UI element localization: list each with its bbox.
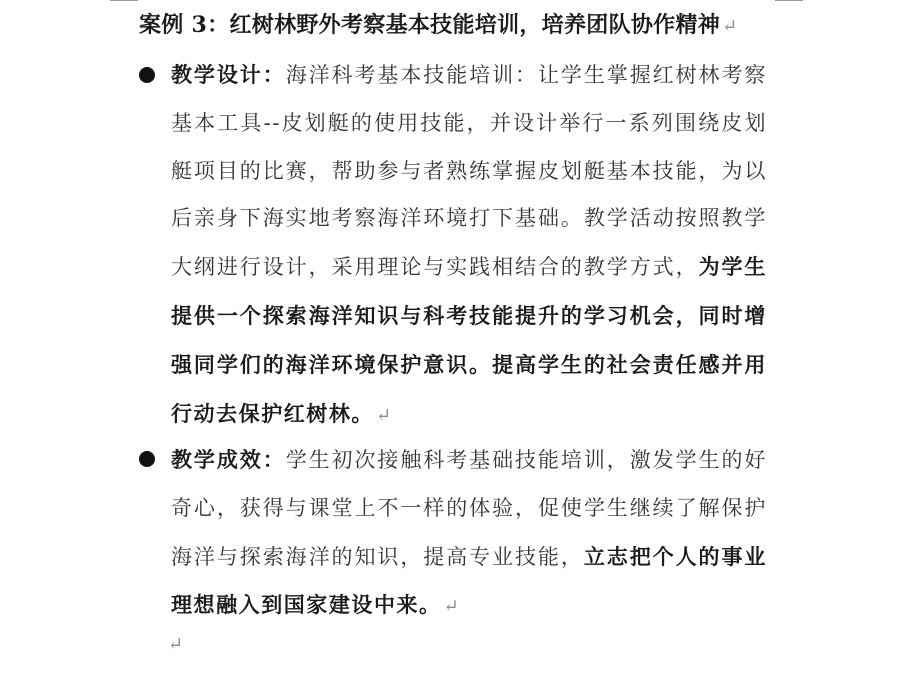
paragraph-mark-icon: ↵ [443,596,461,618]
paragraph-label: 教学成效： [171,447,286,472]
paragraph-label: 教学设计： [171,62,286,87]
bullet-dot-icon [139,451,155,467]
page-corner-mark-right [775,0,803,1]
paragraph-bold-text: 立志把个人的事业理想融入到国家建设中来。 [171,543,767,618]
case-title [139,8,737,44]
page-corner-mark-left [110,0,138,1]
paragraph-mark-icon: ↵ [722,16,738,37]
paragraph-teaching-design [171,51,767,439]
paragraph-teaching-outcome [171,436,767,631]
paragraph-bold-text: 为学生提供一个探索海洋知识与科考技能提升的学习机会，同时增强同学们的海洋环境保护意识。提高学生的社会责任感并用行动去保护红树林。 [171,254,767,426]
case-title-text: 案例 3：红树林野外考察基本技能培训，培养团队协作精神 [139,12,721,38]
empty-paragraph-mark-icon: ↵ [168,634,184,655]
bullet-dot-icon [139,67,155,83]
paragraph-mark-icon: ↵ [375,404,393,426]
paragraph-text: 学生初次接触科考基础技能培训，激发学生的好奇心，获得与课堂上不一样的体验，促使学生继续了解保护海洋与探索海洋的知识，提高专业技能， [171,448,767,569]
paragraph-text: 海洋科考基本技能培训：让学生掌握红树林考察基本工具--皮划艇的使用技能，并设计举行一系列围绕皮划艇项目的比赛，帮助参与者熟练掌握皮划艇基本技能，为以后亲身下海实地考察海洋环境打下基础。教学活动按照教学大纲进行设计，采用理论与实践相结合的教学方式， [171,63,767,280]
